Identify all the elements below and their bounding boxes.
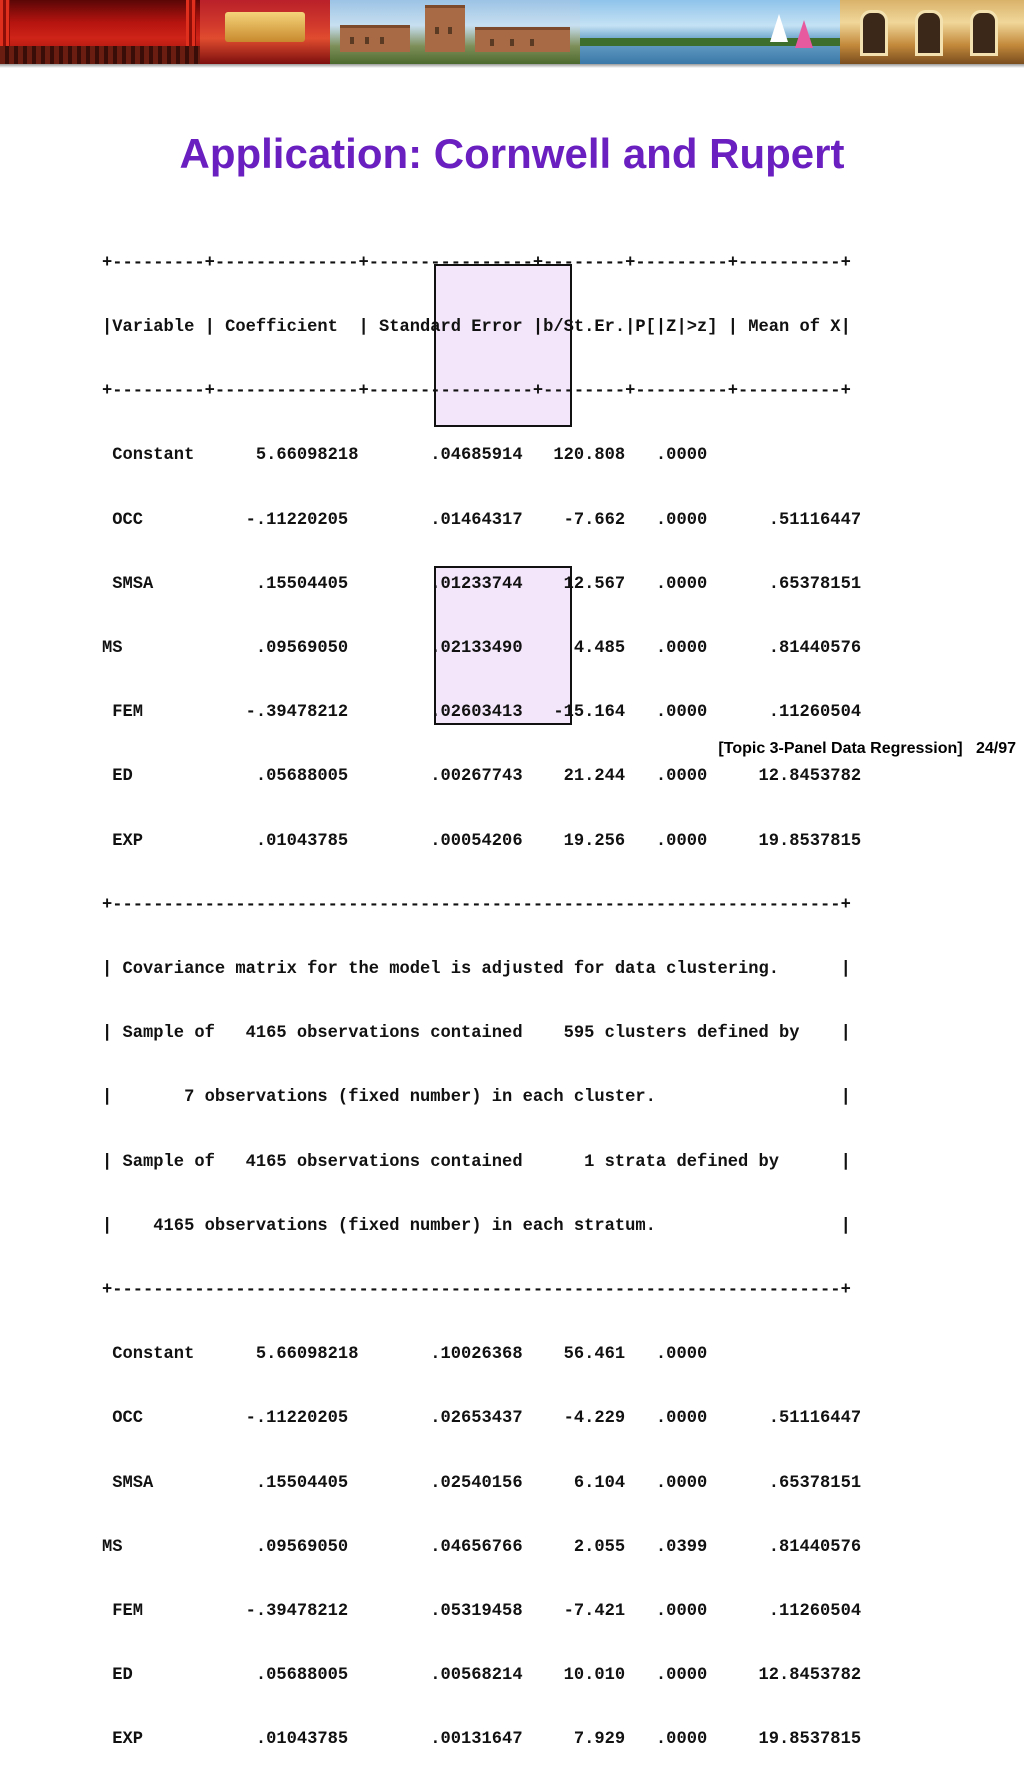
table-row: ED .05688005 .00267743 21.244 .0000 12.8453782 <box>102 767 862 787</box>
table-row: OCC -.11220205 .02653437 -4.229 .0000 .51116447 <box>102 1409 862 1429</box>
table-row: OCC -.11220205 .01464317 -7.662 .0000 .51116447 <box>102 510 862 530</box>
table-row: MS .09569050 .04656766 2.055 .0399 .81440576 <box>102 1537 862 1557</box>
banner-photo-campus <box>330 0 580 64</box>
banner-divider <box>0 64 1024 68</box>
table-row: Constant 5.66098218 .10026368 56.461 .0000 <box>102 1345 708 1365</box>
slide-footer <box>718 740 1016 758</box>
notes-border: +-----------------------------------------------------------------------+ <box>102 1281 851 1301</box>
notes-line: | Sample of 4165 observations contained 1 strata defined by | <box>102 1152 851 1172</box>
table-header: |Variable | Coefficient | Standard Error |b/St.Er.|P[|Z|>z] | Mean of X| <box>102 318 851 338</box>
banner-photo-lake <box>580 0 840 64</box>
regression-output-top <box>102 210 861 1772</box>
table-row: EXP .01043785 .00054206 19.256 .0000 19.8537815 <box>102 831 862 851</box>
banner-photo-stage <box>200 0 330 64</box>
table-row: MS .09569050 .02133490 4.485 .0000 .81440576 <box>102 639 862 659</box>
table-border: +---------+--------------+----------------+--------+---------+----------+ <box>102 382 851 402</box>
table-row: Constant 5.66098218 .04685914 120.808 .0000 <box>102 446 708 466</box>
notes-line: | 7 observations (fixed number) in each cluster. | <box>102 1088 851 1108</box>
table-row: FEM -.39478212 .05319458 -7.421 .0000 .11260504 <box>102 1602 862 1622</box>
table-row: EXP .01043785 .00131647 7.929 .0000 19.8537815 <box>102 1730 862 1750</box>
banner-photo-auditorium <box>0 0 200 64</box>
notes-line: | 4165 observations (fixed number) in each stratum. | <box>102 1216 851 1236</box>
table-row: FEM -.39478212 .02603413 -15.164 .0000 .11260504 <box>102 703 862 723</box>
table-row: ED .05688005 .00568214 10.010 .0000 12.8453782 <box>102 1666 862 1686</box>
banner-photo-chapel <box>840 0 1024 64</box>
page-number: 24/97 <box>975 740 1016 757</box>
notes-line: | Sample of 4165 observations contained 595 clusters defined by | <box>102 1024 851 1044</box>
notes-border: +-----------------------------------------------------------------------+ <box>102 895 851 915</box>
table-row: SMSA .15504405 .02540156 6.104 .0000 .65378151 <box>102 1473 862 1493</box>
footer-topic: [Topic 3-Panel Data Regression] <box>718 740 963 757</box>
notes-line: | Covariance matrix for the model is adjusted for data clustering. | <box>102 960 851 980</box>
table-border: +---------+--------------+----------------+--------+---------+----------+ <box>102 253 851 273</box>
table-row: SMSA .15504405 .01233744 12.567 .0000 .65378151 <box>102 574 862 594</box>
header-banner <box>0 0 1024 64</box>
slide-title: Application: Cornwell and Rupert <box>179 130 845 177</box>
